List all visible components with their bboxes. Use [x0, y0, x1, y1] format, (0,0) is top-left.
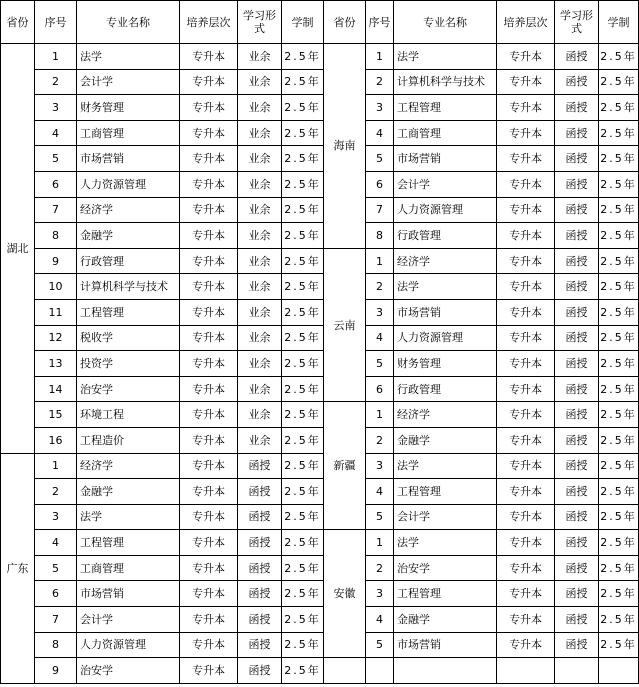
major-cell: 会计学 — [77, 607, 180, 633]
level-cell: 专升本 — [180, 120, 238, 146]
empty-cell — [366, 658, 394, 684]
table-row — [1, 504, 639, 530]
form-cell: 函授 — [555, 351, 599, 377]
form-cell: 函授 — [555, 555, 599, 581]
duration-cell: 2.5年 — [282, 120, 324, 146]
seq-cell: 4 — [366, 120, 394, 146]
level-cell: 专升本 — [180, 581, 238, 607]
level-cell: 专升本 — [180, 453, 238, 479]
major-cell: 市场营销 — [77, 146, 180, 172]
table-row — [1, 197, 639, 223]
seq-cell: 5 — [35, 146, 77, 172]
major-cell: 经济学 — [394, 402, 497, 428]
level-cell: 专升本 — [180, 146, 238, 172]
major-cell: 计算机科学与技术 — [394, 69, 497, 95]
level-cell: 专升本 — [180, 299, 238, 325]
seq-cell: 1 — [366, 402, 394, 428]
form-cell: 函授 — [555, 248, 599, 274]
table-row — [1, 453, 639, 479]
table-row — [1, 376, 639, 402]
major-cell: 人力资源管理 — [394, 197, 497, 223]
level-cell: 专升本 — [497, 607, 555, 633]
province-cell-right: 云南 — [324, 248, 366, 402]
seq-cell: 4 — [366, 325, 394, 351]
header-form-right: 学习形式 — [555, 1, 599, 44]
duration-cell: 2.5年 — [599, 325, 639, 351]
seq-cell: 4 — [366, 607, 394, 633]
header-duration-right: 学制 — [599, 1, 639, 44]
major-cell: 法学 — [77, 44, 180, 70]
level-cell: 专升本 — [497, 120, 555, 146]
major-cell: 环境工程 — [77, 402, 180, 428]
duration-cell: 2.5年 — [599, 299, 639, 325]
duration-cell: 2.5年 — [599, 197, 639, 223]
table-row — [1, 274, 639, 300]
level-cell: 专升本 — [180, 607, 238, 633]
major-cell: 法学 — [394, 530, 497, 556]
major-cell: 市场营销 — [77, 581, 180, 607]
duration-cell: 2.5年 — [282, 504, 324, 530]
header-seq-right: 序号 — [366, 1, 394, 44]
duration-cell: 2.5年 — [282, 171, 324, 197]
level-cell: 专升本 — [497, 351, 555, 377]
form-cell: 业余 — [238, 274, 282, 300]
level-cell: 专升本 — [180, 325, 238, 351]
seq-cell: 4 — [366, 479, 394, 505]
table-row — [1, 402, 639, 428]
header-major-left: 专业名称 — [77, 1, 180, 44]
seq-cell: 3 — [35, 504, 77, 530]
form-cell: 业余 — [238, 120, 282, 146]
table-row — [1, 146, 639, 172]
empty-cell — [555, 658, 599, 684]
form-cell: 业余 — [238, 325, 282, 351]
level-cell: 专升本 — [497, 223, 555, 249]
empty-cell — [394, 658, 497, 684]
duration-cell: 2.5年 — [599, 453, 639, 479]
seq-cell: 5 — [366, 351, 394, 377]
form-cell: 函授 — [555, 530, 599, 556]
duration-cell: 2.5年 — [599, 223, 639, 249]
major-cell: 金融学 — [77, 479, 180, 505]
level-cell: 专升本 — [180, 479, 238, 505]
major-cell: 法学 — [394, 453, 497, 479]
duration-cell: 2.5年 — [282, 44, 324, 70]
major-cell: 金融学 — [77, 223, 180, 249]
form-cell: 业余 — [238, 248, 282, 274]
form-cell: 函授 — [238, 504, 282, 530]
duration-cell: 2.5年 — [282, 248, 324, 274]
province-cell-right: 海南 — [324, 44, 366, 249]
major-cell: 市场营销 — [394, 299, 497, 325]
table-row — [1, 555, 639, 581]
duration-cell: 2.5年 — [282, 402, 324, 428]
seq-cell: 11 — [35, 299, 77, 325]
duration-cell: 2.5年 — [599, 504, 639, 530]
form-cell: 业余 — [238, 351, 282, 377]
level-cell: 专升本 — [180, 248, 238, 274]
level-cell: 专升本 — [180, 504, 238, 530]
level-cell: 专升本 — [497, 44, 555, 70]
form-cell: 函授 — [238, 658, 282, 684]
form-cell: 函授 — [555, 504, 599, 530]
seq-cell: 16 — [35, 427, 77, 453]
level-cell: 专升本 — [497, 581, 555, 607]
level-cell: 专升本 — [497, 504, 555, 530]
seq-cell: 2 — [366, 274, 394, 300]
form-cell: 函授 — [555, 299, 599, 325]
table-row — [1, 95, 639, 121]
major-cell: 财务管理 — [394, 351, 497, 377]
major-cell: 市场营销 — [394, 632, 497, 658]
duration-cell: 2.5年 — [282, 351, 324, 377]
seq-cell: 1 — [35, 453, 77, 479]
major-cell: 经济学 — [77, 197, 180, 223]
form-cell: 函授 — [555, 120, 599, 146]
form-cell: 函授 — [238, 453, 282, 479]
level-cell: 专升本 — [497, 555, 555, 581]
major-cell: 工商管理 — [77, 120, 180, 146]
header-duration-left: 学制 — [282, 1, 324, 44]
table-row — [1, 69, 639, 95]
level-cell: 专升本 — [180, 555, 238, 581]
form-cell: 函授 — [555, 146, 599, 172]
seq-cell: 5 — [366, 504, 394, 530]
form-cell: 函授 — [555, 479, 599, 505]
major-cell: 人力资源管理 — [77, 632, 180, 658]
duration-cell: 2.5年 — [282, 632, 324, 658]
header-level-left: 培养层次 — [180, 1, 238, 44]
duration-cell: 2.5年 — [282, 223, 324, 249]
form-cell: 业余 — [238, 376, 282, 402]
seq-cell: 6 — [35, 171, 77, 197]
province-cell-right: 安徽 — [324, 530, 366, 658]
form-cell: 业余 — [238, 402, 282, 428]
major-cell: 财务管理 — [77, 95, 180, 121]
form-cell: 函授 — [555, 197, 599, 223]
table-row — [1, 44, 639, 70]
level-cell: 专升本 — [180, 402, 238, 428]
form-cell: 函授 — [555, 44, 599, 70]
duration-cell: 2.5年 — [282, 95, 324, 121]
major-cell: 金融学 — [394, 607, 497, 633]
table-row — [1, 427, 639, 453]
level-cell: 专升本 — [497, 197, 555, 223]
major-cell: 工程管理 — [394, 479, 497, 505]
header-province-right: 省份 — [324, 1, 366, 44]
form-cell: 业余 — [238, 427, 282, 453]
major-cell: 工程管理 — [394, 581, 497, 607]
form-cell: 业余 — [238, 69, 282, 95]
header-seq-left: 序号 — [35, 1, 77, 44]
table-row — [1, 120, 639, 146]
table-row — [1, 632, 639, 658]
table-row — [1, 325, 639, 351]
major-cell: 经济学 — [394, 248, 497, 274]
form-cell: 业余 — [238, 95, 282, 121]
table-row — [1, 223, 639, 249]
level-cell: 专升本 — [180, 376, 238, 402]
duration-cell: 2.5年 — [282, 658, 324, 684]
form-cell: 函授 — [555, 376, 599, 402]
duration-cell: 2.5年 — [282, 607, 324, 633]
seq-cell: 6 — [35, 581, 77, 607]
duration-cell: 2.5年 — [599, 351, 639, 377]
form-cell: 函授 — [555, 632, 599, 658]
seq-cell: 9 — [35, 658, 77, 684]
form-cell: 函授 — [555, 171, 599, 197]
seq-cell: 7 — [35, 197, 77, 223]
form-cell: 函授 — [238, 632, 282, 658]
duration-cell: 2.5年 — [599, 632, 639, 658]
seq-cell: 3 — [366, 95, 394, 121]
level-cell: 专升本 — [180, 95, 238, 121]
seq-cell: 13 — [35, 351, 77, 377]
seq-cell: 12 — [35, 325, 77, 351]
duration-cell: 2.5年 — [282, 479, 324, 505]
duration-cell: 2.5年 — [599, 376, 639, 402]
seq-cell: 2 — [366, 555, 394, 581]
duration-cell: 2.5年 — [282, 299, 324, 325]
duration-cell: 2.5年 — [282, 581, 324, 607]
duration-cell: 2.5年 — [282, 325, 324, 351]
form-cell: 函授 — [238, 555, 282, 581]
level-cell: 专升本 — [180, 632, 238, 658]
header-row — [1, 1, 639, 44]
table-row — [1, 530, 639, 556]
seq-cell: 1 — [366, 44, 394, 70]
level-cell: 专升本 — [497, 530, 555, 556]
seq-cell: 1 — [366, 248, 394, 274]
seq-cell: 5 — [366, 146, 394, 172]
province-cell-left: 广东 — [1, 453, 35, 683]
major-cell: 会计学 — [394, 171, 497, 197]
seq-cell: 8 — [35, 223, 77, 249]
duration-cell: 2.5年 — [599, 171, 639, 197]
level-cell: 专升本 — [497, 479, 555, 505]
major-cell: 工商管理 — [394, 120, 497, 146]
level-cell: 专升本 — [180, 530, 238, 556]
level-cell: 专升本 — [497, 69, 555, 95]
duration-cell: 2.5年 — [599, 581, 639, 607]
form-cell: 业余 — [238, 223, 282, 249]
major-cell: 工程管理 — [394, 95, 497, 121]
duration-cell: 2.5年 — [282, 376, 324, 402]
level-cell: 专升本 — [497, 299, 555, 325]
form-cell: 业余 — [238, 44, 282, 70]
major-cell: 治安学 — [77, 376, 180, 402]
table-row — [1, 479, 639, 505]
seq-cell: 2 — [366, 69, 394, 95]
level-cell: 专升本 — [180, 197, 238, 223]
seq-cell: 4 — [35, 530, 77, 556]
header-province-left: 省份 — [1, 1, 35, 44]
table-row — [1, 351, 639, 377]
table-body — [1, 1, 639, 684]
duration-cell: 2.5年 — [599, 427, 639, 453]
form-cell: 业余 — [238, 146, 282, 172]
duration-cell: 2.5年 — [599, 530, 639, 556]
duration-cell: 2.5年 — [282, 274, 324, 300]
seq-cell: 1 — [35, 44, 77, 70]
major-cell: 治安学 — [77, 658, 180, 684]
major-cell: 会计学 — [394, 504, 497, 530]
major-cell: 行政管理 — [77, 248, 180, 274]
seq-cell: 9 — [35, 248, 77, 274]
seq-cell: 2 — [366, 427, 394, 453]
level-cell: 专升本 — [180, 658, 238, 684]
form-cell: 函授 — [238, 581, 282, 607]
duration-cell: 2.5年 — [599, 44, 639, 70]
major-cell: 工程管理 — [77, 299, 180, 325]
seq-cell: 1 — [366, 530, 394, 556]
seq-cell: 4 — [35, 120, 77, 146]
level-cell: 专升本 — [497, 274, 555, 300]
level-cell: 专升本 — [180, 351, 238, 377]
level-cell: 专升本 — [180, 69, 238, 95]
form-cell: 函授 — [238, 479, 282, 505]
level-cell: 专升本 — [180, 44, 238, 70]
form-cell: 业余 — [238, 171, 282, 197]
level-cell: 专升本 — [497, 402, 555, 428]
duration-cell: 2.5年 — [599, 402, 639, 428]
seq-cell: 8 — [366, 223, 394, 249]
header-major-right: 专业名称 — [394, 1, 497, 44]
level-cell: 专升本 — [497, 95, 555, 121]
level-cell: 专升本 — [497, 453, 555, 479]
table-row — [1, 658, 639, 684]
form-cell: 函授 — [238, 607, 282, 633]
seq-cell: 2 — [35, 479, 77, 505]
seq-cell: 3 — [366, 299, 394, 325]
major-cell: 行政管理 — [394, 376, 497, 402]
seq-cell: 5 — [366, 632, 394, 658]
table-row — [1, 248, 639, 274]
level-cell: 专升本 — [497, 171, 555, 197]
seq-cell: 5 — [35, 555, 77, 581]
header-level-right: 培养层次 — [497, 1, 555, 44]
major-cell: 人力资源管理 — [394, 325, 497, 351]
major-cell: 经济学 — [77, 453, 180, 479]
duration-cell: 2.5年 — [599, 69, 639, 95]
seq-cell: 6 — [366, 376, 394, 402]
header-form-left: 学习形式 — [238, 1, 282, 44]
table-row — [1, 581, 639, 607]
duration-cell: 2.5年 — [599, 607, 639, 633]
seq-cell: 7 — [366, 197, 394, 223]
seq-cell: 3 — [35, 95, 77, 121]
major-cell: 税收学 — [77, 325, 180, 351]
duration-cell: 2.5年 — [599, 146, 639, 172]
level-cell: 专升本 — [497, 427, 555, 453]
table-row — [1, 171, 639, 197]
seq-cell: 6 — [366, 171, 394, 197]
form-cell: 函授 — [555, 581, 599, 607]
seq-cell: 15 — [35, 402, 77, 428]
major-cell: 工商管理 — [77, 555, 180, 581]
duration-cell: 2.5年 — [599, 479, 639, 505]
duration-cell: 2.5年 — [282, 427, 324, 453]
duration-cell: 2.5年 — [599, 248, 639, 274]
level-cell: 专升本 — [180, 274, 238, 300]
major-cell: 工程造价 — [77, 427, 180, 453]
duration-cell: 2.5年 — [282, 555, 324, 581]
major-cell: 法学 — [394, 44, 497, 70]
form-cell: 函授 — [555, 427, 599, 453]
major-cell: 人力资源管理 — [77, 171, 180, 197]
level-cell: 专升本 — [497, 248, 555, 274]
form-cell: 函授 — [555, 402, 599, 428]
major-cell: 会计学 — [77, 69, 180, 95]
form-cell: 函授 — [555, 223, 599, 249]
duration-cell: 2.5年 — [599, 120, 639, 146]
major-cell: 法学 — [394, 274, 497, 300]
empty-cell — [497, 658, 555, 684]
level-cell: 专升本 — [497, 146, 555, 172]
empty-cell — [599, 658, 639, 684]
major-cell: 治安学 — [394, 555, 497, 581]
seq-cell: 3 — [366, 453, 394, 479]
seq-cell: 14 — [35, 376, 77, 402]
form-cell: 函授 — [555, 274, 599, 300]
major-cell: 投资学 — [77, 351, 180, 377]
form-cell: 业余 — [238, 299, 282, 325]
form-cell: 函授 — [238, 530, 282, 556]
form-cell: 业余 — [238, 197, 282, 223]
duration-cell: 2.5年 — [599, 555, 639, 581]
major-cell: 计算机科学与技术 — [77, 274, 180, 300]
seq-cell: 7 — [35, 607, 77, 633]
duration-cell: 2.5年 — [282, 69, 324, 95]
level-cell: 专升本 — [180, 171, 238, 197]
table-row — [1, 299, 639, 325]
major-cell: 法学 — [77, 504, 180, 530]
major-cell: 工程管理 — [77, 530, 180, 556]
major-cell: 行政管理 — [394, 223, 497, 249]
form-cell: 函授 — [555, 325, 599, 351]
major-cell: 市场营销 — [394, 146, 497, 172]
form-cell: 函授 — [555, 607, 599, 633]
level-cell: 专升本 — [497, 325, 555, 351]
level-cell: 专升本 — [180, 427, 238, 453]
major-cell: 金融学 — [394, 427, 497, 453]
form-cell: 函授 — [555, 453, 599, 479]
empty-cell — [324, 658, 366, 684]
duration-cell: 2.5年 — [282, 453, 324, 479]
duration-cell: 2.5年 — [599, 274, 639, 300]
table-row — [1, 607, 639, 633]
duration-cell: 2.5年 — [599, 95, 639, 121]
form-cell: 函授 — [555, 95, 599, 121]
level-cell: 专升本 — [497, 376, 555, 402]
level-cell: 专升本 — [497, 632, 555, 658]
form-cell: 函授 — [555, 69, 599, 95]
duration-cell: 2.5年 — [282, 146, 324, 172]
seq-cell: 2 — [35, 69, 77, 95]
duration-cell: 2.5年 — [282, 530, 324, 556]
province-cell-right: 新疆 — [324, 402, 366, 530]
level-cell: 专升本 — [180, 223, 238, 249]
duration-cell: 2.5年 — [282, 197, 324, 223]
seq-cell: 3 — [366, 581, 394, 607]
seq-cell: 8 — [35, 632, 77, 658]
province-cell-left: 湖北 — [1, 44, 35, 454]
seq-cell: 10 — [35, 274, 77, 300]
